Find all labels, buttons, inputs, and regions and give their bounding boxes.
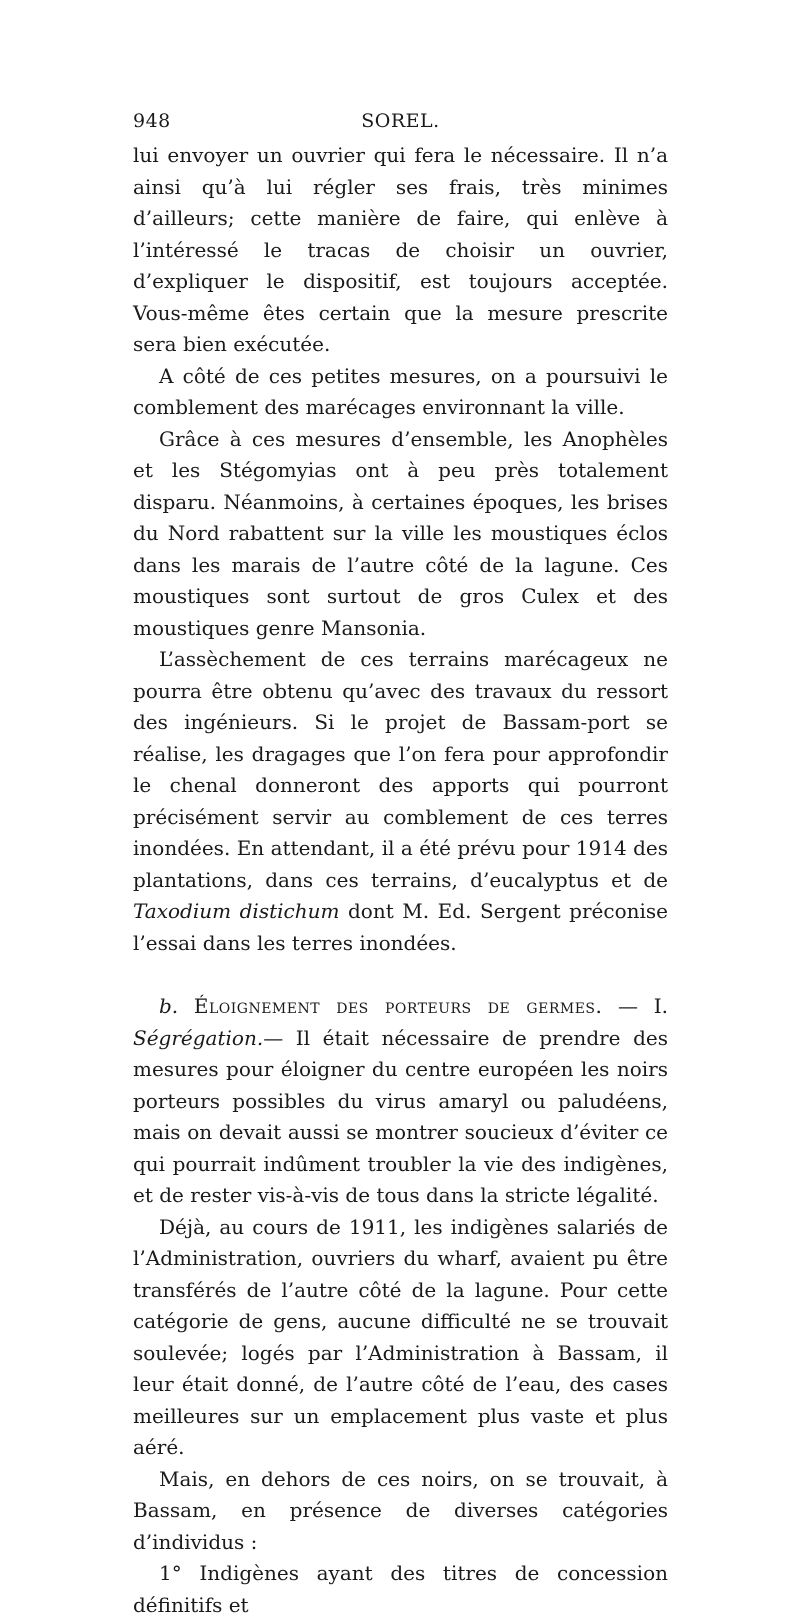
section-b-paragraph — [133, 991, 668, 1212]
section-title: Éloignement des porteurs de germes. — [193, 994, 603, 1018]
paragraph-4-text-a: L’assèchement de ces terrains marécageux ne pourra être obtenu qu’avec des travaux du ressort des ingénieurs. Si le projet de Bassam-port se réalise, les dragages que l’on fera pour approfondir le chenal donneront des apports qui pourront précisément servir au comblement de ces terres inondées. En attendant, il a été prévu pour 1914 des plantations, dans ces terrains, d’eucalyptus et de — [133, 647, 668, 892]
section-b-text: Il était nécessaire de prendre des mesures pour éloigner du centre européen les noirs porteurs possibles du virus amaryl ou paludéens, mais on devait aussi se montrer soucieux d’éviter ce qui pourrait indûment troubler la vie des indigènes, et de rester vis-à-vis de tous dans la stricte légalité. — [133, 1025, 668, 1207]
section-label: b. — [159, 994, 179, 1018]
paragraph-3: Grâce à ces mesures d’ensemble, les Anophèles et les Stégomyias ont à peu près totalement disparu. Néanmoins, à certaines époques, les brises du Nord rabattent sur la ville les moustiques éclos dans les marais de l’autre côté de la lagune. Ces moustiques sont surtout de gros Culex et des moustiques genre Mansonia. — [133, 426, 668, 640]
running-head: SOREL. — [361, 110, 440, 132]
paragraph-7: Mais, en dehors de ces noirs, on se trouvait, à Bassam, en présence de diverses catégories d’individus : — [133, 1466, 668, 1554]
subsection-dash: — — [263, 1025, 284, 1050]
book-page — [133, 110, 668, 1621]
section-gap — [133, 959, 668, 991]
paragraph-1: lui envoyer un ouvrier qui fera le nécessaire. Il n’a ainsi qu’à lui régler ses frais, très minimes d’ailleurs; cette manière de faire, qui enlève à l’intéressé le tracas de choisir un ouvrier, d’expliquer le dispositif, est toujours acceptée. Vous-même êtes certain que la mesure prescrite sera bien exécutée. — [133, 143, 668, 356]
paragraph-2: A côté de ces petites mesures, on a poursuivi le comblement des marécages environnant la ville. — [133, 363, 668, 419]
paragraph-4-text-b: dont M. Ed. Sergent préconise l’essai dans les terres inondées. — [133, 899, 668, 955]
page-header — [133, 110, 668, 140]
paragraph-4 — [133, 644, 668, 959]
page-number: 948 — [133, 110, 171, 132]
section-separator: — I. — [602, 994, 668, 1018]
paragraph-8: 1° Indigènes ayant des titres de concession définitifs et — [133, 1561, 668, 1617]
paragraph-6: Déjà, au cours de 1911, les indigènes salariés de l’Administration, ouvriers du wharf, avaient pu être transférés de l’autre côté de la lagune. Pour cette catégorie de gens, aucune difficulté ne se trouvait soulevée; logés par l’Administration à Bassam, il leur était donné, de l’autre côté de l’eau, des cases meilleures sur un emplacement plus vaste et plus aéré. — [133, 1214, 668, 1459]
subsection-title: Ségrégation. — [133, 1025, 264, 1050]
taxodium-species-name: Taxodium distichum — [133, 899, 340, 923]
